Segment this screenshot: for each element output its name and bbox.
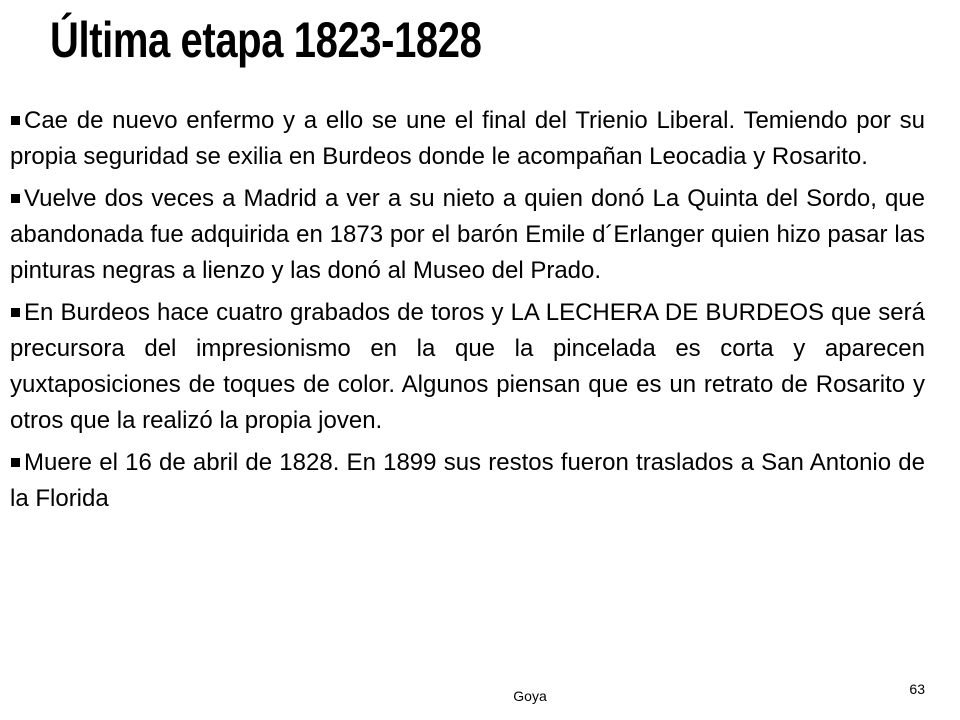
bullet-text: Cae de nuevo enfermo y a ello se une el final del Trienio Liberal. Temiendo por su propia seguridad se exilia en Burdeos donde le acompañan Leocadia y Rosarito. bbox=[10, 107, 925, 170]
bullet-list bbox=[10, 103, 925, 523]
square-bullet-icon bbox=[11, 458, 20, 467]
footer-label: Goya bbox=[513, 688, 547, 704]
bullet-item bbox=[10, 445, 925, 517]
bullet-item bbox=[10, 295, 925, 439]
bullet-item bbox=[10, 103, 925, 175]
bullet-text: Vuelve dos veces a Madrid a ver a su nieto a quien donó La Quinta del Sordo, que abandonada fue adquirida en 1873 por el barón Emile d´Erlanger quien hizo pasar las pinturas negras a lienzo y las donó al Museo del Prado. bbox=[10, 185, 925, 284]
page-number: 63 bbox=[909, 681, 925, 697]
bullet-item bbox=[10, 181, 925, 289]
square-bullet-icon bbox=[11, 116, 20, 125]
slide-title: Última etapa 1823-1828 bbox=[50, 12, 482, 68]
square-bullet-icon bbox=[11, 308, 20, 317]
bullet-text: En Burdeos hace cuatro grabados de toros y LA LECHERA DE BURDEOS que será precursora del impresionismo en la que la pincelada es corta y aparecen yuxtaposiciones de toques de color. Algunos piensan que es un retrato de Rosarito y otros que la realizó la propia joven. bbox=[10, 299, 925, 434]
square-bullet-icon bbox=[11, 194, 20, 203]
bullet-text: Muere el 16 de abril de 1828. En 1899 sus restos fueron traslados a San Antonio de la Florida bbox=[10, 449, 925, 512]
